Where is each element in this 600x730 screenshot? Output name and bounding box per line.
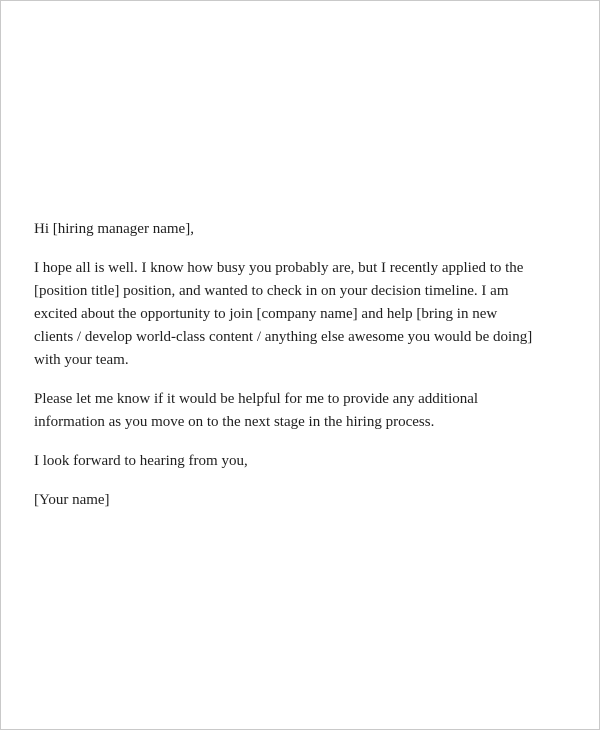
- letter-closing: I look forward to hearing from you,: [34, 453, 248, 469]
- paragraph-1-line: with your team.: [34, 352, 129, 368]
- letter-paragraph-1: [34, 257, 569, 372]
- paragraph-2-line: Please let me know if it would be helpful for me to provide any additional: [34, 391, 479, 407]
- paragraph-1-line: [position title] position, and wanted to check in on your decision timeline. I am: [34, 283, 509, 299]
- letter-paragraph-2: [34, 388, 569, 434]
- letter-body: [34, 218, 569, 512]
- paragraph-1-line: I hope all is well. I know how busy you probably are, but I recently applied to the: [34, 260, 524, 276]
- paragraph-2-line: information as you move on to the next stage in the hiring process.: [34, 414, 435, 430]
- letter-greeting: Hi [hiring manager name],: [34, 221, 194, 237]
- letter-signature: [Your name]: [34, 492, 110, 508]
- paragraph-1-line: excited about the opportunity to join [company name] and help [bring in new: [34, 306, 498, 322]
- paragraph-1-line: clients / develop world-class content / anything else awesome you would be doing]: [34, 329, 533, 345]
